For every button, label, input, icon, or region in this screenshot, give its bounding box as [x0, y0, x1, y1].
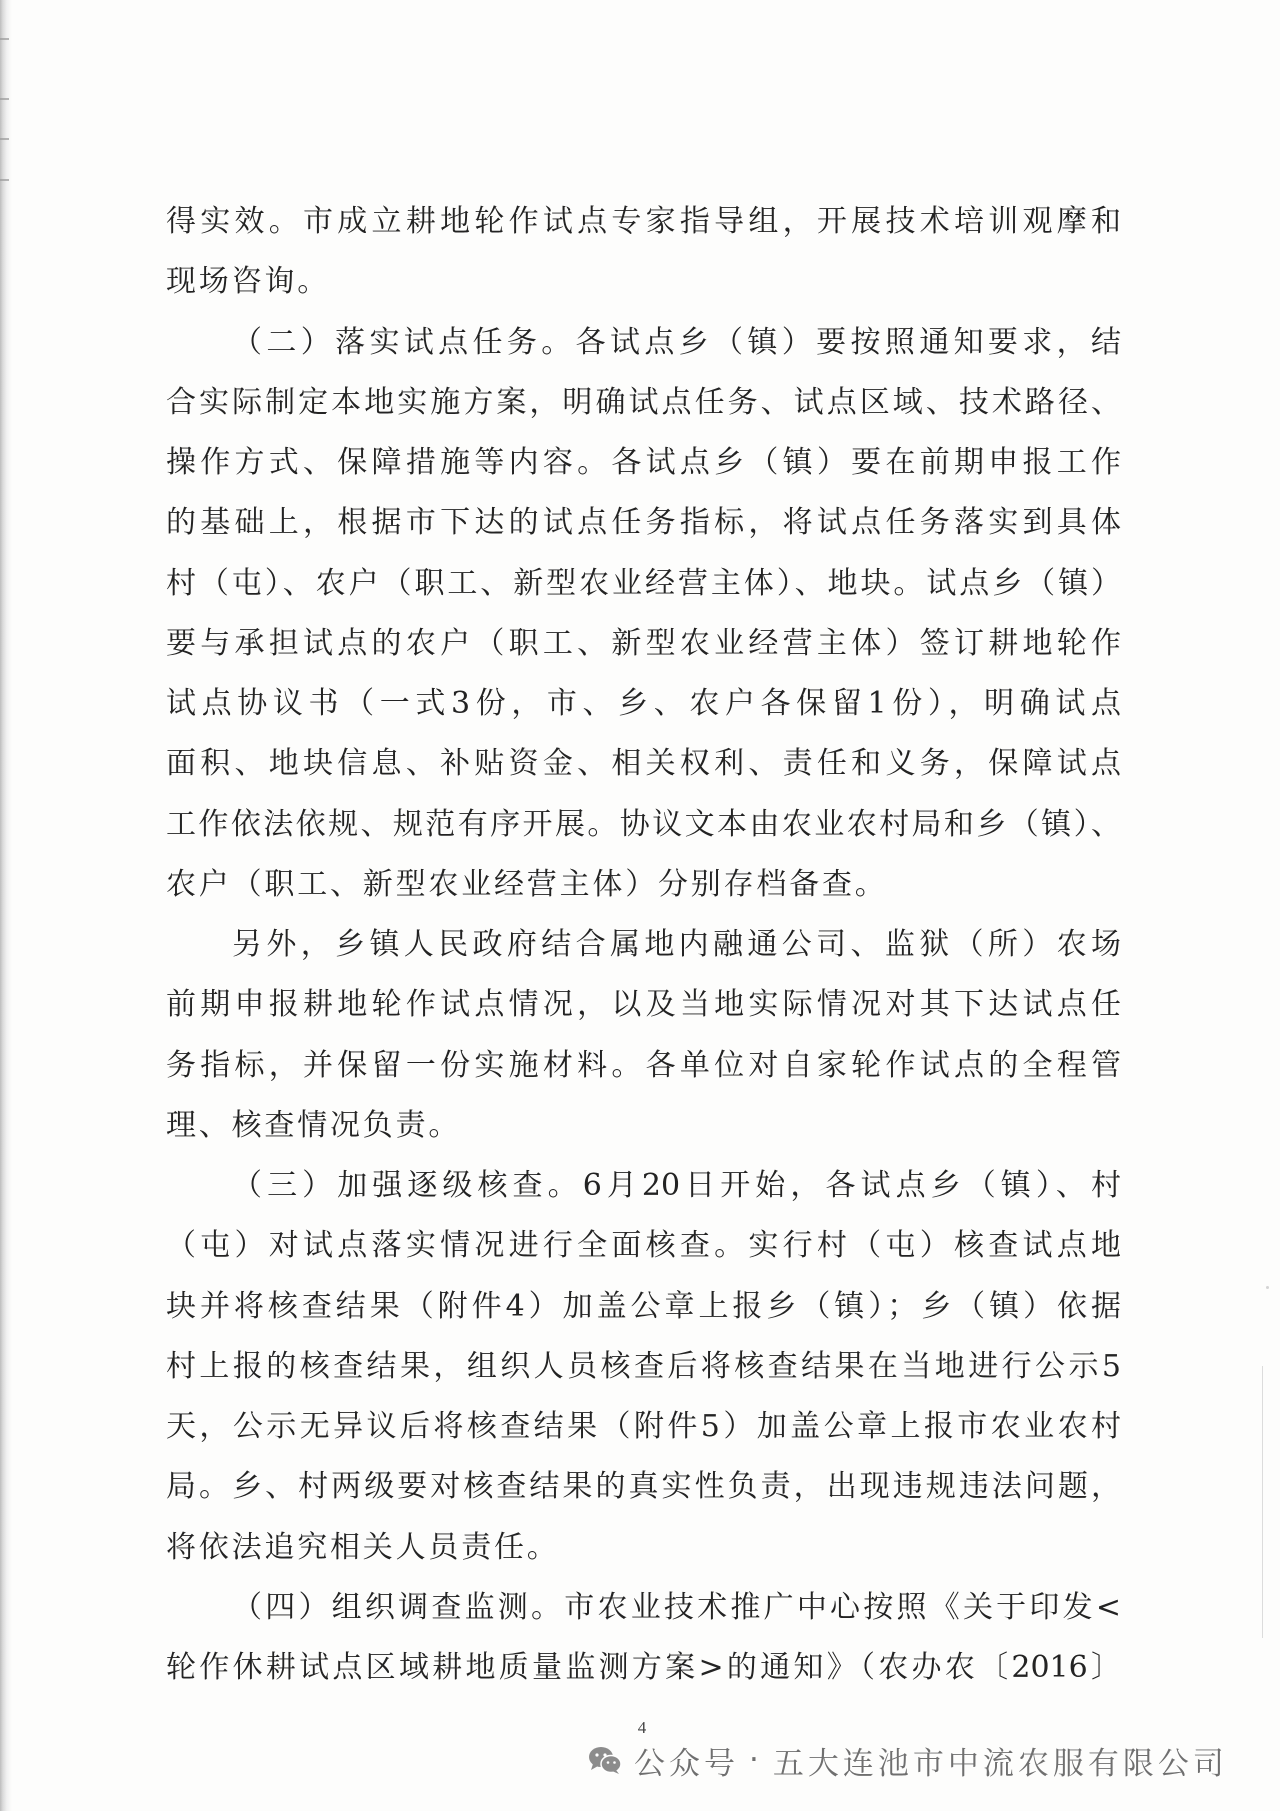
- text-line: 天，公示无异议后将核查结果（附件5）加盖公章上报市农业农村: [166, 1409, 1121, 1444]
- paragraph-monitoring: [166, 1578, 1121, 1699]
- paragraph-additional: [166, 915, 1121, 1156]
- text-line: （屯）对试点落实情况进行全面核查。实行村（屯）核查试点地: [166, 1228, 1121, 1264]
- text-line: 合实际制定本地实施方案，明确试点任务、试点区域、技术路径、: [166, 384, 1121, 420]
- watermark-account-label: 公众号: [634, 1745, 739, 1782]
- paragraph-implement-tasks: [166, 313, 1121, 916]
- text-line: 将依法追究相关人员责任。: [166, 1529, 560, 1565]
- scan-shadow-left: [0, 0, 12, 1811]
- scan-line-right: [1262, 1366, 1263, 1638]
- text-line: （三）加强逐级核查。6月20日开始，各试点乡（镇）、村: [232, 1168, 1121, 1203]
- text-line: 工作依法依规、规范有序开展。协议文本由农业农村局和乡（镇）、: [166, 806, 1121, 842]
- text-line: （二）落实试点任务。各试点乡（镇）要按照通知要求，结: [232, 324, 1121, 360]
- scan-mark: [0, 38, 9, 40]
- text-line: 农户（职工、新型农业经营主体）分别存档备查。: [166, 866, 888, 902]
- watermark-separator: ·: [749, 1742, 763, 1778]
- scan-dot: [1266, 1286, 1269, 1289]
- paragraph-verification: [166, 1156, 1121, 1578]
- text-line: 务指标，并保留一份实施材料。各单位对自家轮作试点的全程管: [166, 1047, 1121, 1083]
- text-line: 前期申报耕地轮作试点情况，以及当地实际情况对其下达试点任: [166, 987, 1121, 1023]
- watermark-account-name: 五大连池市中流农服有限公司: [772, 1745, 1228, 1782]
- text-line: 得实效。市成立耕地轮作试点专家指导组，开展技术培训观摩和: [166, 204, 1121, 239]
- paragraph-continued: [166, 192, 1121, 313]
- wechat-icon: [588, 1745, 622, 1775]
- scan-mark: [0, 98, 9, 100]
- text-line: 的基础上，根据市下达的试点任务指标，将试点任务落实到具体: [166, 505, 1121, 541]
- text-line: 轮作休耕试点区域耕地质量监测方案>的通知》（农办农〔2016〕: [166, 1650, 1121, 1685]
- text-line: 操作方式、保障措施等内容。各试点乡（镇）要在前期申报工作: [166, 445, 1121, 480]
- text-line: 另外，乡镇人民政府结合属地内融通公司、监狱（所）农场: [232, 927, 1121, 962]
- text-line: 村上报的核查结果，组织人员核查后将核查结果在当地进行公示5: [166, 1348, 1121, 1384]
- text-line: 要与承担试点的农户（职工、新型农业经营主体）签订耕地轮作: [166, 625, 1121, 661]
- text-line: 面积、地块信息、补贴资金、相关权利、责任和义务，保障试点: [166, 746, 1121, 782]
- text-line: 局。乡、村两级要对核查结果的真实性负责，出现违规违法问题，: [166, 1469, 1121, 1505]
- scan-mark: [0, 179, 9, 181]
- text-line: 理、核查情况负责。: [166, 1107, 462, 1143]
- text-line: 块并将核查结果（附件4）加盖公章上报乡（镇）；乡（镇）依据: [166, 1288, 1121, 1324]
- page-number: 4: [637, 1718, 647, 1737]
- watermark: [588, 1740, 1228, 1780]
- document-body: [166, 192, 1121, 1698]
- text-line: 现场咨询。: [166, 264, 330, 300]
- text-line: 村（屯）、农户（职工、新型农业经营主体）、地块。试点乡（镇）: [166, 565, 1121, 601]
- text-line: 试点协议书（一式3份，市、乡、农户各保留1份），明确试点: [166, 686, 1121, 721]
- text-line: （四）组织调查监测。市农业技术推广中心按照《关于印发<: [232, 1589, 1121, 1625]
- scan-mark: [0, 138, 9, 140]
